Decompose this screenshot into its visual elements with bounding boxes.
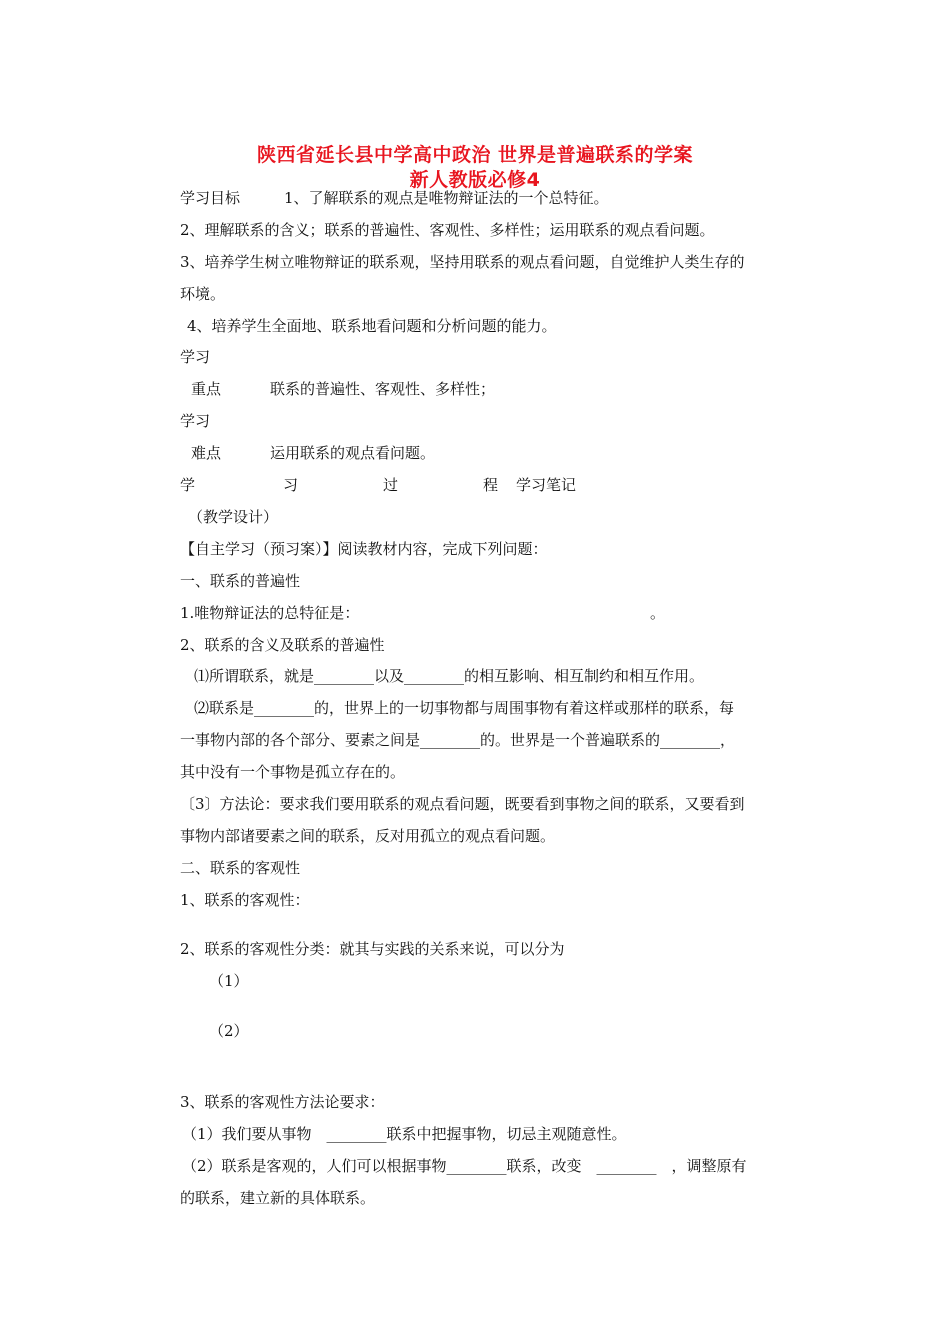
process-char-3: 过	[383, 476, 399, 494]
section2-q2: 2、联系的客观性分类：就其与实践的关系来说，可以分为	[180, 940, 565, 958]
section2-heading: 二、联系的客观性	[180, 859, 301, 877]
document-title-line1: 陕西省延长县中学高中政治 世界是普遍联系的学案	[256, 144, 694, 166]
section2-q1: 1、联系的客观性：	[180, 891, 310, 909]
section1-q1: 1.唯物辩证法的总特征是：	[180, 604, 360, 622]
key-points: 联系的普遍性、客观性、多样性；	[270, 380, 496, 398]
section2-q3-2b: 的联系，建立新的具体联系。	[180, 1189, 376, 1207]
section1-q3b: 事物内部诸要素之间的联系，反对用孤立的观点看问题。	[180, 827, 556, 845]
objective-3a: 3、培养学生树立唯物辩证的联系观，坚持用联系的观点看问题，自觉维护人类生存的	[180, 253, 745, 271]
section1-q1-end: 。	[650, 604, 666, 622]
difficulty-points: 运用联系的观点看问题。	[270, 444, 436, 462]
teaching-design-label: （教学设计）	[188, 508, 279, 526]
section1-q2: 2、联系的含义及联系的普遍性	[180, 636, 385, 654]
objective-4: 4、培养学生全面地、联系地看问题和分析问题的能力。	[187, 317, 557, 335]
section1-q2-2b: 一事物内部的各个部分、要素之间是________的。世界是一个普遍联系的________，	[180, 731, 736, 749]
objectives-label: 学习目标	[180, 189, 241, 207]
process-char-2: 习	[283, 476, 299, 494]
objective-3b: 环境。	[180, 285, 226, 303]
objective-2: 2、理解联系的含义；联系的普遍性、客观性、多样性；运用联系的观点看问题。	[180, 221, 715, 239]
section2-q3-2a: （2）联系是客观的，人们可以根据事物________联系，改变 ________ ，调整原有	[182, 1157, 747, 1175]
key-label-1: 学习	[180, 348, 211, 366]
section1-q2-2c: 其中没有一个事物是孤立存在的。	[180, 763, 406, 781]
process-char-1: 学	[180, 476, 196, 494]
section2-q3: 3、联系的客观性方法论要求：	[180, 1093, 385, 1111]
section1-q2-2a: ⑵联系是________的，世界上的一切事物都与周围事物有着这样或那样的联系，每	[194, 699, 735, 717]
section2-q2-1: （1）	[209, 972, 249, 990]
section1-q2-1: ⑴所谓联系，就是________以及________的相互影响、相互制约和相互作用。	[194, 667, 705, 685]
key-label-2: 重点	[191, 380, 222, 398]
process-char-4: 程	[483, 476, 499, 494]
section2-q3-1: （1）我们要从事物 ________联系中把握事物，切忌主观随意性。	[182, 1125, 627, 1143]
difficulty-label-1: 学习	[180, 412, 211, 430]
preview-heading: 【自主学习（预习案）】阅读教材内容，完成下列问题：	[180, 540, 548, 558]
document-title-line2: 新人教版必修4	[409, 169, 541, 191]
section1-q3a: 〔3〕方法论：要求我们要用联系的观点看问题，既要看到事物之间的联系，又要看到	[180, 795, 745, 813]
section2-q2-2: （2）	[209, 1022, 249, 1040]
difficulty-label-2: 难点	[191, 444, 222, 462]
section1-heading: 一、联系的普遍性	[180, 572, 301, 590]
study-notes-label: 学习笔记	[516, 476, 577, 494]
objective-1: 1、了解联系的观点是唯物辩证法的一个总特征。	[284, 189, 609, 207]
